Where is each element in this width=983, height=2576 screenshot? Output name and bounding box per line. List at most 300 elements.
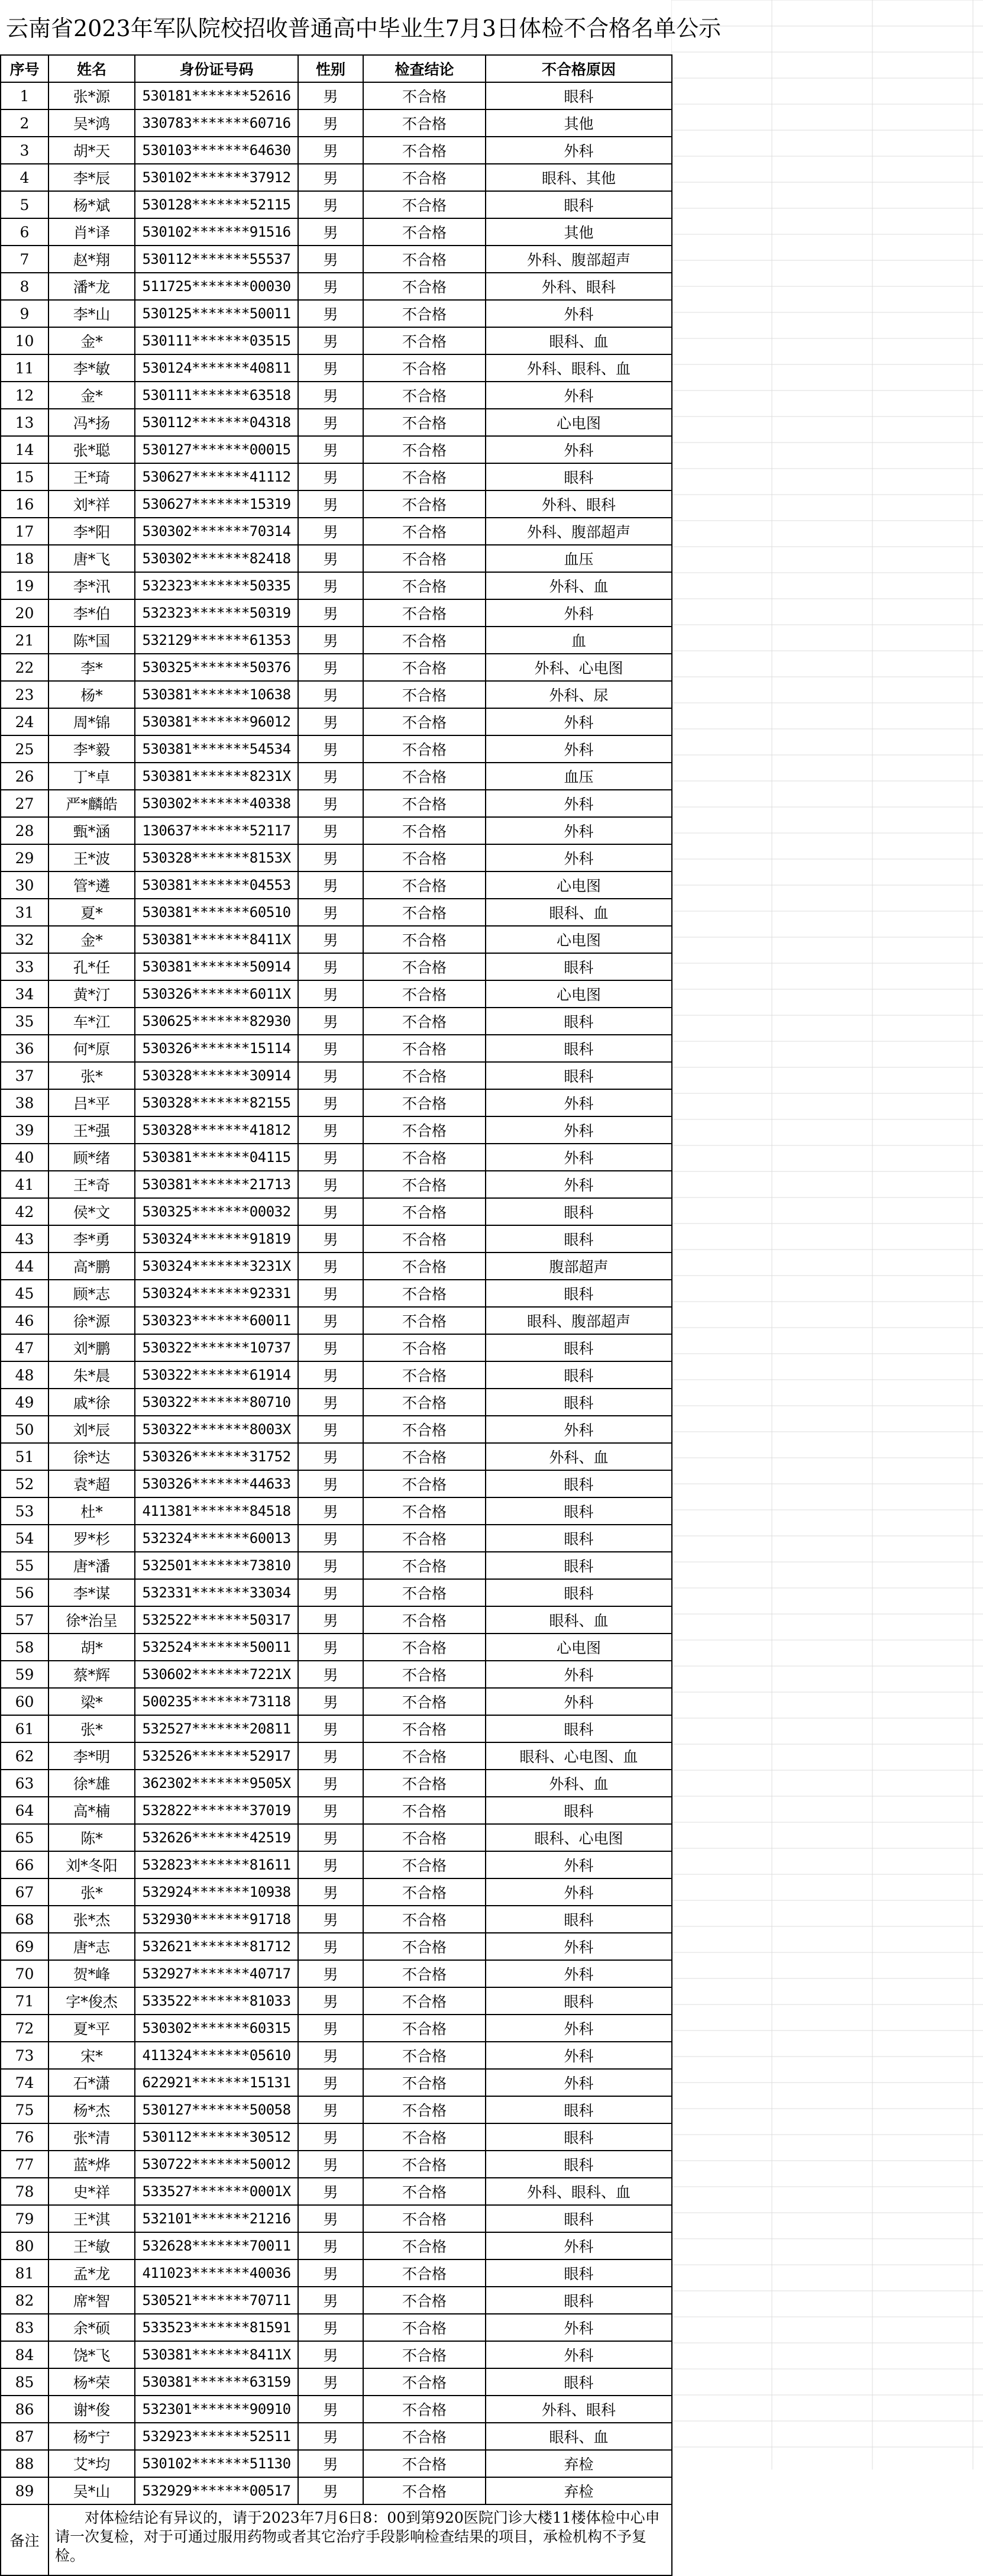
name-cell: 唐*潘 <box>48 1552 135 1579</box>
conclusion-cell: 不合格 <box>363 1497 486 1525</box>
reason-cell: 外科、血 <box>486 1443 672 1470</box>
conclusion-cell: 不合格 <box>363 2287 486 2314</box>
conclusion-cell: 不合格 <box>363 1742 486 1770</box>
gender-cell: 男 <box>298 1933 363 1960</box>
gender-cell: 男 <box>298 2341 363 2368</box>
conclusion-cell: 不合格 <box>363 2151 486 2178</box>
id-number-cell: 532823*******81611 <box>135 1851 298 1878</box>
id-number-cell: 532524*******50011 <box>135 1634 298 1661</box>
row-index-cell: 78 <box>1 2178 48 2205</box>
gender-cell: 男 <box>298 654 363 681</box>
row-index-cell: 69 <box>1 1933 48 1960</box>
name-cell: 张* <box>48 1878 135 1906</box>
conclusion-cell: 不合格 <box>363 2314 486 2341</box>
table-row <box>1 1634 672 1661</box>
reason-cell: 眼科 <box>486 1906 672 1933</box>
conclusion-cell: 不合格 <box>363 1144 486 1171</box>
row-index-cell: 64 <box>1 1797 48 1824</box>
row-index-cell: 11 <box>1 354 48 382</box>
reason-cell: 眼科 <box>486 953 672 980</box>
id-number-cell: 532324*******60013 <box>135 1525 298 1552</box>
name-cell: 刘*祥 <box>48 490 135 518</box>
reason-cell: 眼科、血 <box>486 327 672 354</box>
row-index-cell: 13 <box>1 409 48 436</box>
reason-cell: 眼科 <box>486 2287 672 2314</box>
id-number-cell: 532522*******50317 <box>135 1606 298 1634</box>
table-row <box>1 1035 672 1062</box>
id-number-cell: 530381*******21713 <box>135 1171 298 1198</box>
id-number-cell: 530381*******10638 <box>135 681 298 708</box>
conclusion-cell: 不合格 <box>363 137 486 164</box>
conclusion-cell: 不合格 <box>363 1171 486 1198</box>
name-cell: 余*硕 <box>48 2314 135 2341</box>
row-index-cell: 74 <box>1 2069 48 2096</box>
table-row <box>1 681 672 708</box>
row-index-cell: 48 <box>1 1361 48 1389</box>
gender-cell: 男 <box>298 1960 363 1987</box>
name-cell: 张* <box>48 1715 135 1742</box>
id-number-cell: 530627*******15319 <box>135 490 298 518</box>
gender-cell: 男 <box>298 1443 363 1470</box>
name-cell: 刘*辰 <box>48 1416 135 1443</box>
table-row <box>1 2042 672 2069</box>
id-number-cell: 533522*******81033 <box>135 1987 298 2015</box>
id-number-cell: 530381*******63159 <box>135 2368 298 2396</box>
name-cell: 张*杰 <box>48 1906 135 1933</box>
gender-cell: 男 <box>298 1851 363 1878</box>
row-index-cell: 26 <box>1 763 48 790</box>
remarks-row <box>1 2504 672 2575</box>
id-number-cell: 530302*******82418 <box>135 545 298 572</box>
reason-cell: 外科 <box>486 436 672 463</box>
reason-cell: 外科、血 <box>486 572 672 599</box>
table-header-row <box>1 55 672 82</box>
name-cell: 王*琦 <box>48 463 135 490</box>
id-number-cell: 411023*******40036 <box>135 2259 298 2287</box>
name-cell: 甄*涵 <box>48 817 135 844</box>
reason-cell: 弃检 <box>486 2450 672 2477</box>
reason-cell: 外科 <box>486 708 672 735</box>
gender-cell: 男 <box>298 2178 363 2205</box>
id-number-cell: 530302*******40338 <box>135 790 298 817</box>
reason-cell: 外科、尿 <box>486 681 672 708</box>
reason-cell: 血压 <box>486 763 672 790</box>
reason-cell: 眼科 <box>486 1715 672 1742</box>
reason-cell: 外科 <box>486 1171 672 1198</box>
gender-cell: 男 <box>298 1225 363 1253</box>
conclusion-cell: 不合格 <box>363 1089 486 1116</box>
row-index-cell: 9 <box>1 300 48 327</box>
id-number-cell: 530381*******50914 <box>135 953 298 980</box>
reason-cell: 其他 <box>486 109 672 137</box>
table-row <box>1 1470 672 1497</box>
table-row <box>1 191 672 218</box>
name-cell: 孟*龙 <box>48 2259 135 2287</box>
gender-cell: 男 <box>298 2232 363 2259</box>
reason-cell: 血 <box>486 627 672 654</box>
gender-cell: 男 <box>298 1579 363 1606</box>
gender-cell: 男 <box>298 1715 363 1742</box>
conclusion-cell: 不合格 <box>363 1389 486 1416</box>
row-index-cell: 37 <box>1 1062 48 1089</box>
name-cell: 陈*国 <box>48 627 135 654</box>
id-number-cell: 530722*******50012 <box>135 2151 298 2178</box>
row-index-cell: 10 <box>1 327 48 354</box>
conclusion-cell: 不合格 <box>363 164 486 191</box>
gender-cell: 男 <box>298 1987 363 2015</box>
reason-cell: 眼科 <box>486 191 672 218</box>
reason-cell: 眼科、腹部超声 <box>486 1307 672 1334</box>
row-index-cell: 65 <box>1 1824 48 1851</box>
gender-cell: 男 <box>298 1770 363 1797</box>
reason-cell: 外科 <box>486 1960 672 1987</box>
table-row <box>1 137 672 164</box>
row-index-cell: 8 <box>1 273 48 300</box>
id-number-cell: 532301*******90910 <box>135 2396 298 2423</box>
name-cell: 赵*翔 <box>48 246 135 273</box>
row-index-cell: 23 <box>1 681 48 708</box>
name-cell: 李*阳 <box>48 518 135 545</box>
gender-cell: 男 <box>298 2314 363 2341</box>
gender-cell: 男 <box>298 2477 363 2504</box>
row-index-cell: 73 <box>1 2042 48 2069</box>
id-number-cell: 530127*******50058 <box>135 2096 298 2123</box>
reason-cell: 外科、眼科 <box>486 2396 672 2423</box>
conclusion-cell: 不合格 <box>363 327 486 354</box>
gender-cell: 男 <box>298 681 363 708</box>
row-index-cell: 58 <box>1 1634 48 1661</box>
name-cell: 冯*扬 <box>48 409 135 436</box>
table-row <box>1 1280 672 1307</box>
row-index-cell: 75 <box>1 2096 48 2123</box>
id-number-cell: 511725*******00030 <box>135 273 298 300</box>
id-number-cell: 530326*******44633 <box>135 1470 298 1497</box>
reason-cell: 眼科 <box>486 1987 672 2015</box>
gender-cell: 男 <box>298 1878 363 1906</box>
id-number-cell: 532501*******73810 <box>135 1552 298 1579</box>
id-number-cell: 530102*******37912 <box>135 164 298 191</box>
name-cell: 饶*飞 <box>48 2341 135 2368</box>
conclusion-cell: 不合格 <box>363 1579 486 1606</box>
gender-cell: 男 <box>298 273 363 300</box>
remarks-label: 备注 <box>1 2504 48 2575</box>
conclusion-cell: 不合格 <box>363 926 486 953</box>
conclusion-cell: 不合格 <box>363 1416 486 1443</box>
reason-cell: 眼科 <box>486 2096 672 2123</box>
table-row <box>1 1933 672 1960</box>
id-number-cell: 530111*******03515 <box>135 327 298 354</box>
id-number-cell: 411324*******05610 <box>135 2042 298 2069</box>
reason-cell: 外科 <box>486 137 672 164</box>
reason-cell: 外科 <box>486 844 672 871</box>
reason-cell: 外科 <box>486 599 672 627</box>
id-number-cell: 530381*******54534 <box>135 735 298 763</box>
table-row <box>1 1198 672 1225</box>
reason-cell: 眼科 <box>486 2123 672 2151</box>
id-number-cell: 530326*******15114 <box>135 1035 298 1062</box>
id-number-cell: 532323*******50319 <box>135 599 298 627</box>
name-cell: 戚*徐 <box>48 1389 135 1416</box>
name-cell: 吴*鸿 <box>48 109 135 137</box>
gender-cell: 男 <box>298 2205 363 2232</box>
row-index-cell: 38 <box>1 1089 48 1116</box>
conclusion-cell: 不合格 <box>363 463 486 490</box>
reason-cell: 眼科、心电图 <box>486 1824 672 1851</box>
gender-cell: 男 <box>298 844 363 871</box>
reason-cell: 眼科 <box>486 1525 672 1552</box>
reason-cell: 外科 <box>486 790 672 817</box>
table-row <box>1 1688 672 1715</box>
conclusion-cell: 不合格 <box>363 1824 486 1851</box>
table-row <box>1 871 672 899</box>
gender-cell: 男 <box>298 2151 363 2178</box>
reason-cell: 其他 <box>486 218 672 246</box>
gender-cell: 男 <box>298 627 363 654</box>
id-number-cell: 530322*******8003X <box>135 1416 298 1443</box>
reason-cell: 眼科 <box>486 463 672 490</box>
id-number-cell: 533527*******0001X <box>135 2178 298 2205</box>
conclusion-cell: 不合格 <box>363 2423 486 2450</box>
table-row <box>1 708 672 735</box>
row-index-cell: 6 <box>1 218 48 246</box>
gender-cell: 男 <box>298 109 363 137</box>
row-index-cell: 24 <box>1 708 48 735</box>
gender-cell: 男 <box>298 2015 363 2042</box>
conclusion-cell: 不合格 <box>363 790 486 817</box>
id-number-cell: 530602*******7221X <box>135 1661 298 1688</box>
id-number-cell: 530102*******51130 <box>135 2450 298 2477</box>
table-row <box>1 1389 672 1416</box>
row-index-cell: 35 <box>1 1008 48 1035</box>
table-row <box>1 2151 672 2178</box>
id-number-cell: 532129*******61353 <box>135 627 298 654</box>
id-number-cell: 532924*******10938 <box>135 1878 298 1906</box>
gender-cell: 男 <box>298 1688 363 1715</box>
conclusion-cell: 不合格 <box>363 1008 486 1035</box>
gender-cell: 男 <box>298 708 363 735</box>
row-index-cell: 53 <box>1 1497 48 1525</box>
conclusion-cell: 不合格 <box>363 980 486 1008</box>
table-row <box>1 1987 672 2015</box>
name-cell: 艾*均 <box>48 2450 135 2477</box>
gender-cell: 男 <box>298 2042 363 2069</box>
conclusion-cell: 不合格 <box>363 2341 486 2368</box>
table-row <box>1 817 672 844</box>
name-cell: 史*祥 <box>48 2178 135 2205</box>
conclusion-cell: 不合格 <box>363 2368 486 2396</box>
id-number-cell: 530381*******96012 <box>135 708 298 735</box>
table-row <box>1 436 672 463</box>
id-number-cell: 532929*******00517 <box>135 2477 298 2504</box>
row-index-cell: 46 <box>1 1307 48 1334</box>
reason-cell: 眼科 <box>486 1334 672 1361</box>
id-number-cell: 530112*******30512 <box>135 2123 298 2151</box>
table-row <box>1 2287 672 2314</box>
row-index-cell: 5 <box>1 191 48 218</box>
id-number-cell: 530328*******41812 <box>135 1116 298 1144</box>
gender-cell: 男 <box>298 1389 363 1416</box>
reason-cell: 外科 <box>486 382 672 409</box>
table-row <box>1 2368 672 2396</box>
id-number-cell: 532323*******50335 <box>135 572 298 599</box>
row-index-cell: 88 <box>1 2450 48 2477</box>
reason-cell: 眼科 <box>486 1579 672 1606</box>
name-cell: 丁*卓 <box>48 763 135 790</box>
name-cell: 顾*志 <box>48 1280 135 1307</box>
conclusion-cell: 不合格 <box>363 1443 486 1470</box>
row-index-cell: 85 <box>1 2368 48 2396</box>
row-index-cell: 22 <box>1 654 48 681</box>
name-cell: 金* <box>48 382 135 409</box>
row-index-cell: 41 <box>1 1171 48 1198</box>
table-row <box>1 490 672 518</box>
reason-cell: 眼科、其他 <box>486 164 672 191</box>
row-index-cell: 32 <box>1 926 48 953</box>
conclusion-cell: 不合格 <box>363 654 486 681</box>
gender-cell: 男 <box>298 518 363 545</box>
table-row <box>1 2396 672 2423</box>
column-header-conclusion: 检查结论 <box>363 55 486 82</box>
id-number-cell: 532927*******40717 <box>135 1960 298 1987</box>
reason-cell: 外科、腹部超声 <box>486 518 672 545</box>
name-cell: 王*淇 <box>48 2205 135 2232</box>
conclusion-cell: 不合格 <box>363 382 486 409</box>
id-number-cell: 530381*******04553 <box>135 871 298 899</box>
reason-cell: 外科 <box>486 817 672 844</box>
name-cell: 李*山 <box>48 300 135 327</box>
gender-cell: 男 <box>298 1361 363 1389</box>
reason-cell: 外科、眼科、血 <box>486 2178 672 2205</box>
row-index-cell: 66 <box>1 1851 48 1878</box>
reason-cell: 眼科 <box>486 1008 672 1035</box>
conclusion-cell: 不合格 <box>363 1797 486 1824</box>
row-index-cell: 56 <box>1 1579 48 1606</box>
id-number-cell: 530127*******00015 <box>135 436 298 463</box>
conclusion-cell: 不合格 <box>363 1661 486 1688</box>
reason-cell: 心电图 <box>486 980 672 1008</box>
reason-cell: 眼科 <box>486 1225 672 1253</box>
conclusion-cell: 不合格 <box>363 1688 486 1715</box>
column-header-index: 序号 <box>1 55 48 82</box>
table-row <box>1 2205 672 2232</box>
id-number-cell: 530326*******6011X <box>135 980 298 1008</box>
conclusion-cell: 不合格 <box>363 109 486 137</box>
table-row <box>1 327 672 354</box>
page-title: 云南省2023年军队院校招收普通高中毕业生7月3日体检不合格名单公示 <box>0 0 671 54</box>
reason-cell: 眼科 <box>486 2368 672 2396</box>
gender-cell: 男 <box>298 1416 363 1443</box>
row-index-cell: 18 <box>1 545 48 572</box>
row-index-cell: 80 <box>1 2232 48 2259</box>
table-row <box>1 109 672 137</box>
name-cell: 贺*峰 <box>48 1960 135 1987</box>
gender-cell: 男 <box>298 1144 363 1171</box>
id-number-cell: 622921*******15131 <box>135 2069 298 2096</box>
row-index-cell: 62 <box>1 1742 48 1770</box>
name-cell: 宋* <box>48 2042 135 2069</box>
reason-cell: 外科 <box>486 1878 672 1906</box>
id-number-cell: 530302*******60315 <box>135 2015 298 2042</box>
table-row <box>1 518 672 545</box>
name-cell: 谢*俊 <box>48 2396 135 2423</box>
table-row <box>1 980 672 1008</box>
name-cell: 徐*源 <box>48 1307 135 1334</box>
conclusion-cell: 不合格 <box>363 1933 486 1960</box>
name-cell: 高*楠 <box>48 1797 135 1824</box>
row-index-cell: 19 <box>1 572 48 599</box>
conclusion-cell: 不合格 <box>363 1361 486 1389</box>
row-index-cell: 83 <box>1 2314 48 2341</box>
name-cell: 徐*达 <box>48 1443 135 1470</box>
conclusion-cell: 不合格 <box>363 763 486 790</box>
gender-cell: 男 <box>298 2259 363 2287</box>
gender-cell: 男 <box>298 1606 363 1634</box>
conclusion-cell: 不合格 <box>363 246 486 273</box>
table-row <box>1 463 672 490</box>
gender-cell: 男 <box>298 218 363 246</box>
row-index-cell: 31 <box>1 899 48 926</box>
reason-cell: 眼科、血 <box>486 2423 672 2450</box>
table-row <box>1 246 672 273</box>
id-number-cell: 530324*******92331 <box>135 1280 298 1307</box>
gender-cell: 男 <box>298 1661 363 1688</box>
conclusion-cell: 不合格 <box>363 953 486 980</box>
conclusion-cell: 不合格 <box>363 436 486 463</box>
name-cell: 朱*晨 <box>48 1361 135 1389</box>
gender-cell: 男 <box>298 1525 363 1552</box>
id-number-cell: 532626*******42519 <box>135 1824 298 1851</box>
reason-cell: 眼科、血 <box>486 899 672 926</box>
row-index-cell: 21 <box>1 627 48 654</box>
row-index-cell: 55 <box>1 1552 48 1579</box>
gender-cell: 男 <box>298 2096 363 2123</box>
conclusion-cell: 不合格 <box>363 1987 486 2015</box>
id-number-cell: 530111*******63518 <box>135 382 298 409</box>
conclusion-cell: 不合格 <box>363 1035 486 1062</box>
conclusion-cell: 不合格 <box>363 1770 486 1797</box>
row-index-cell: 87 <box>1 2423 48 2450</box>
reason-cell: 外科 <box>486 1661 672 1688</box>
conclusion-cell: 不合格 <box>363 354 486 382</box>
table-row <box>1 1906 672 1933</box>
table-row <box>1 2123 672 2151</box>
id-number-cell: 532923*******52511 <box>135 2423 298 2450</box>
row-index-cell: 36 <box>1 1035 48 1062</box>
conclusion-cell: 不合格 <box>363 735 486 763</box>
name-cell: 杨*宁 <box>48 2423 135 2450</box>
id-number-cell: 530381*******04115 <box>135 1144 298 1171</box>
reason-cell: 外科、眼科、血 <box>486 354 672 382</box>
table-row <box>1 1878 672 1906</box>
gender-cell: 男 <box>298 2396 363 2423</box>
name-cell: 罗*杉 <box>48 1525 135 1552</box>
conclusion-cell: 不合格 <box>363 1878 486 1906</box>
reason-cell: 外科 <box>486 1116 672 1144</box>
id-number-cell: 530627*******41112 <box>135 463 298 490</box>
gender-cell: 男 <box>298 354 363 382</box>
gender-cell: 男 <box>298 2069 363 2096</box>
name-cell: 李*谋 <box>48 1579 135 1606</box>
conclusion-cell: 不合格 <box>363 2450 486 2477</box>
table-row <box>1 218 672 246</box>
row-index-cell: 1 <box>1 82 48 109</box>
table-row <box>1 82 672 109</box>
gender-cell: 男 <box>298 436 363 463</box>
row-index-cell: 49 <box>1 1389 48 1416</box>
table-row <box>1 1497 672 1525</box>
name-cell: 杨*荣 <box>48 2368 135 2396</box>
row-index-cell: 77 <box>1 2151 48 2178</box>
